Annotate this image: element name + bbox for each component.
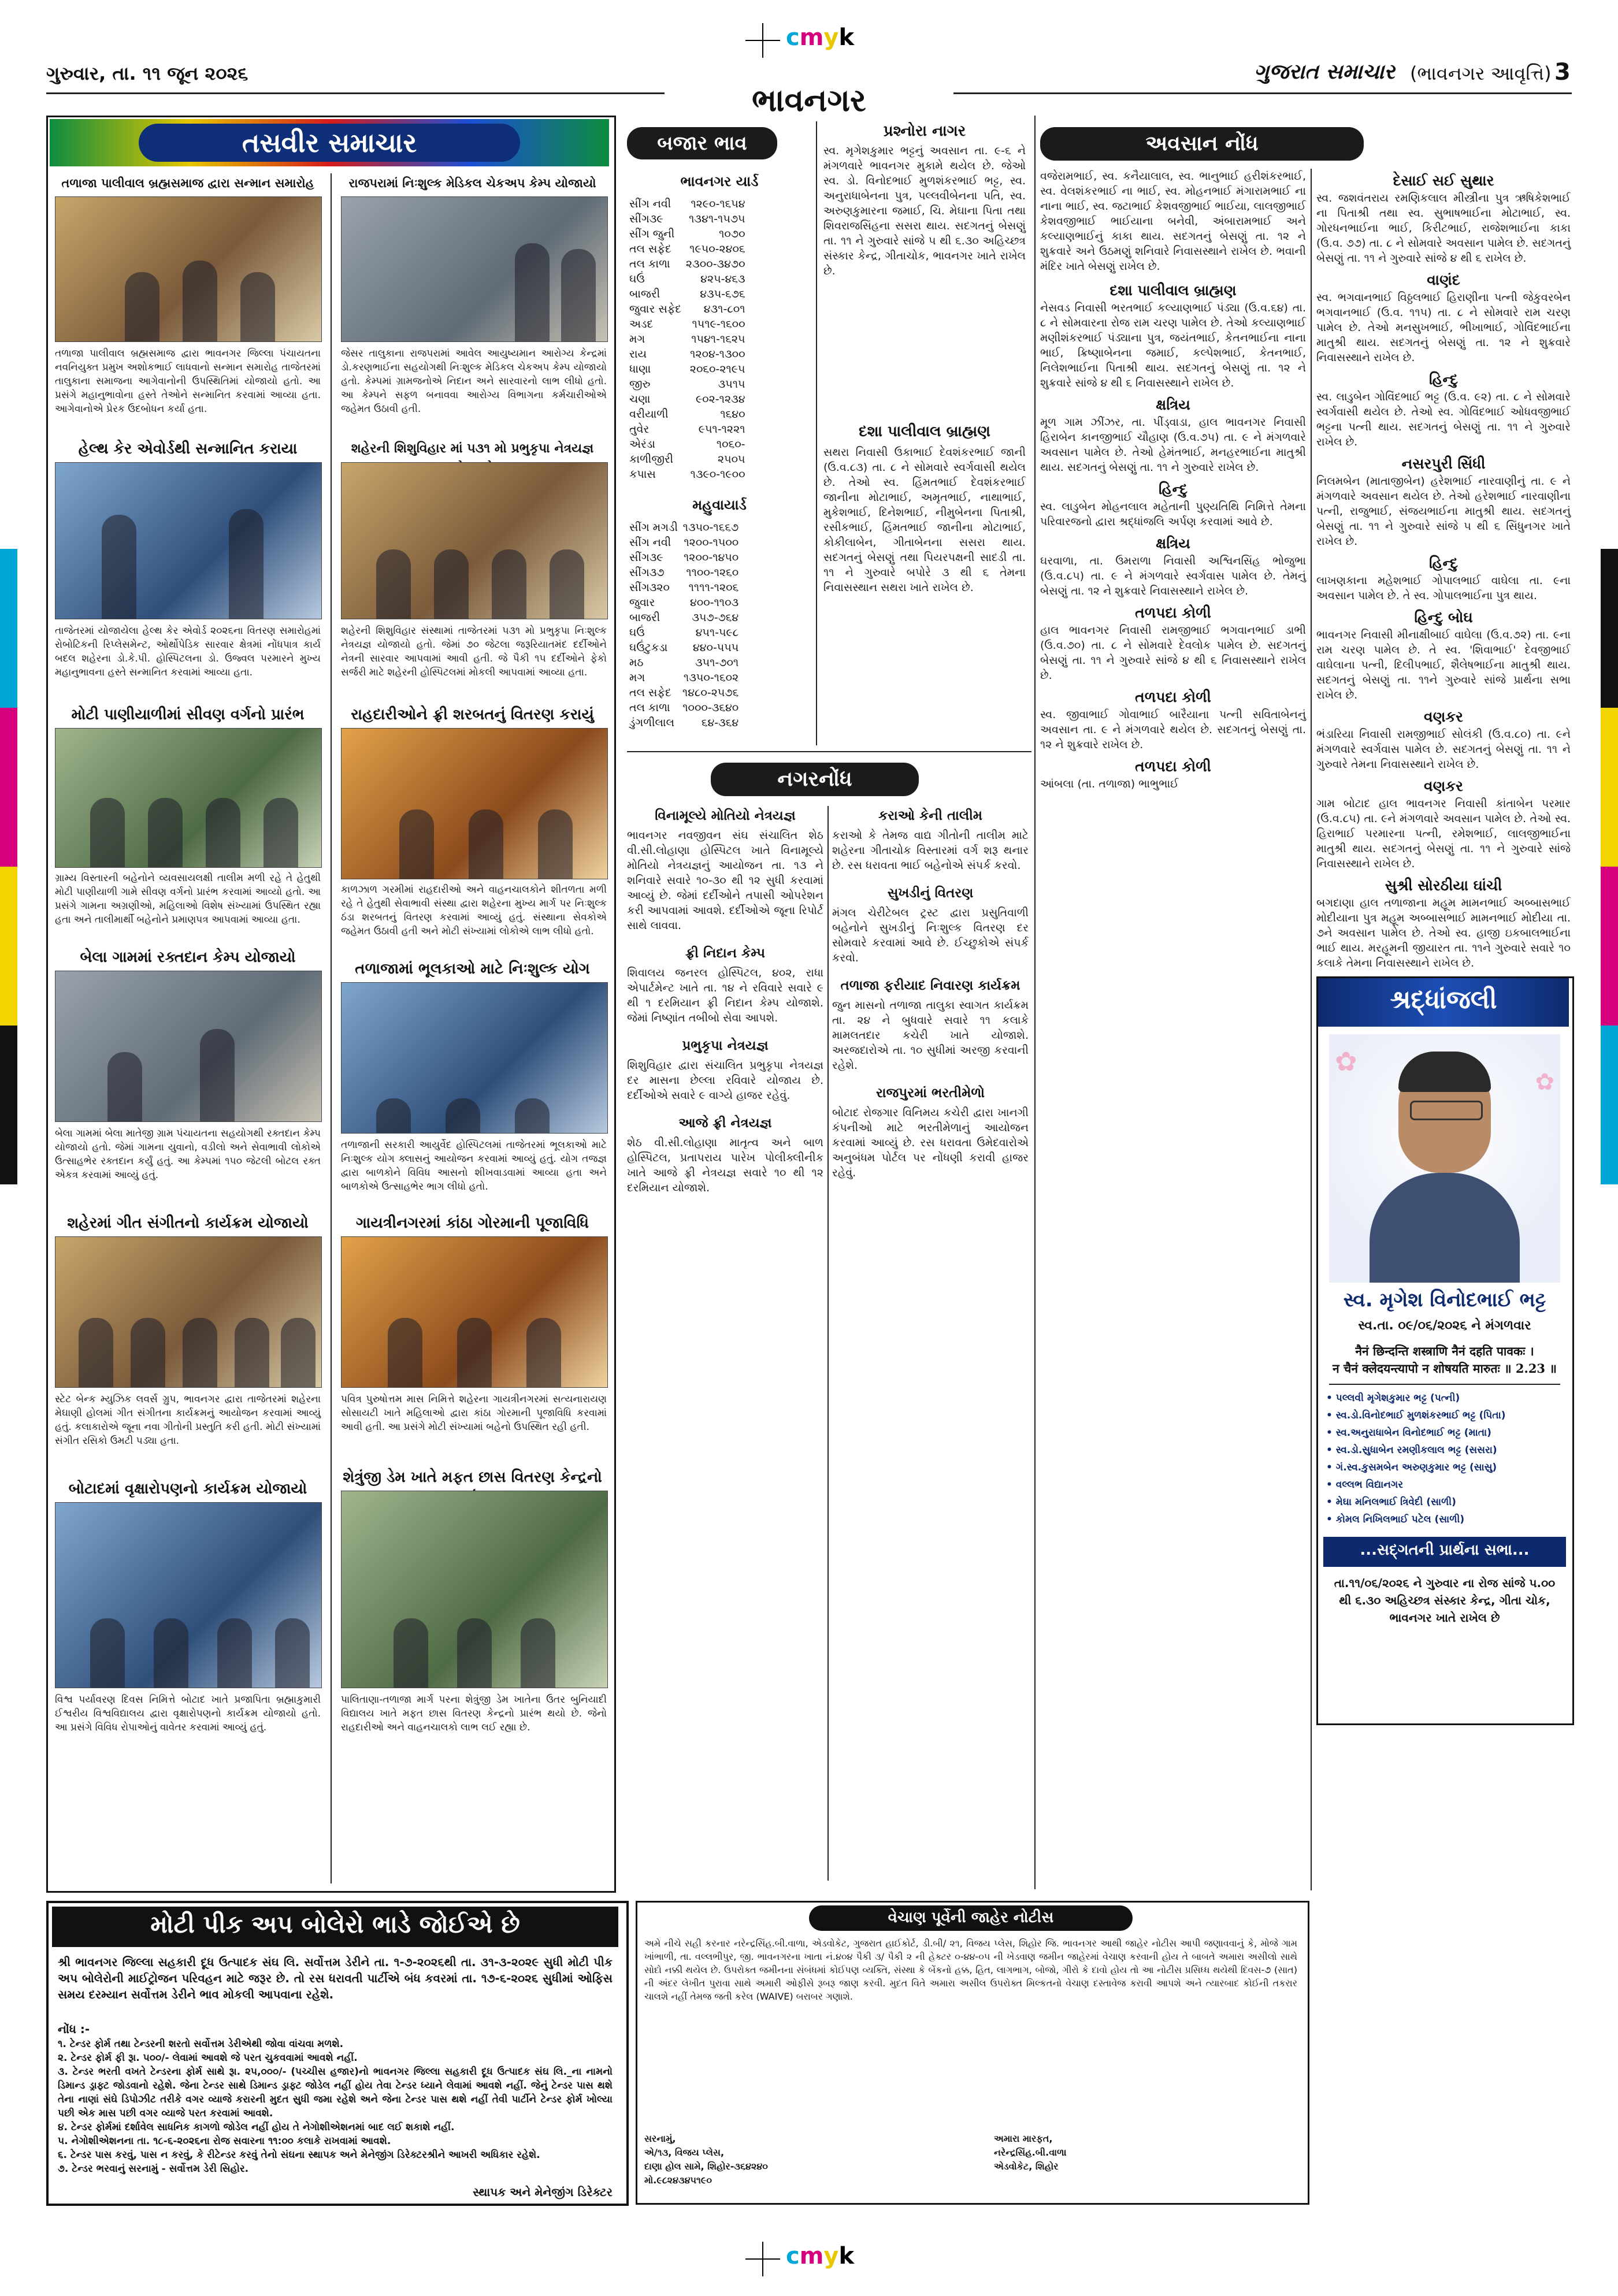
portrait-glasses bbox=[1410, 1101, 1483, 1120]
nagar-item-text: શિશુવિહાર દ્વારા સંચાલિત પ્રભુકૃપા નેત્રયજ્ઞ દર માસના છેલ્લા રવિવારે યોજાય છે. દર્દીઓએ સવારે ૯ વાગ્યે હાજર રહેવું. bbox=[627, 1059, 823, 1102]
photo-music-program bbox=[55, 1236, 322, 1388]
nagar-item-text: જુન માસનો તળાજા તાલુકા સ્વાગત કાર્યક્રમ તા. ૨૪ ને બુધવારે સવારે ૧૧ કલાકે મામલતદાર કચેરી ખાતે યોજાશે. અરજદારોએ તા. ૧૦ સુધીમાં અરજી કરવાની રહેશે. bbox=[832, 999, 1029, 1072]
tender-note: ૧. ટેન્ડર ફોર્મ તથા ટેન્ડરની શરતો સર્વોત્તમ ડેરીએથી જોવા વાંચવા મળશે. bbox=[58, 2038, 344, 2050]
photo-news-caption: શહેરની શિશુવિહાર સંસ્થામાં તાજેતરમાં ૫૩૧ મો પ્રભુકૃપા નિઃશુલ્ક નેત્રયજ્ઞ યોજાયો હતો. જેમાં ૭૦ જેટલા જરૂરિયાતમંદ દર્દીઓને નેત્રની સારવાર આપવામાં આવી હતી. જે પૈકી ૧૫ દર્દીઓને ફેકો સર્જરી માટે શહેરની હોસ્પિટલમાં મોકલી આપવામાં આવ્યા હતા. bbox=[341, 625, 607, 678]
market-rate-row bbox=[627, 595, 741, 610]
tender-note: ૭. ટેન્ડર ભરવાનું સરનામું - સર્વોત્તમ ડેરી સિહોર. bbox=[58, 2163, 249, 2175]
nagar-col-right bbox=[832, 806, 1029, 1881]
photo-eye-camp bbox=[341, 462, 608, 619]
market-rate-row bbox=[627, 392, 748, 407]
tender-headline: મોટી પીક અપ બોલેરો ભાડે જોઈએ છે bbox=[150, 1910, 520, 1938]
commodity-price: ૧૨૦૪-૧૩૦૦ bbox=[690, 348, 745, 361]
obituary-text: ગામ બોટાદ હાલ ભાવનગર નિવાસી કાંતાબેન પરમાર (ઉ.વ.૮૫) તા. ૯ને મંગળવારે અવસાન પામેલ છે. તેઓ સ્વ. હિરાભાઈ પરમારના પત્ની, રમેશભાઈ, લાલજીભાઈના માતુશ્રી થાય. સદગતનું બેસણું તા. ૧૧ ને ગુરુવારે સાંજે નિવાસસ્થાને રાખેલ છે. bbox=[1316, 797, 1571, 870]
obituary-community-heading: હિન્દુ બોઘ bbox=[1414, 609, 1473, 626]
tribute-family-member: • સ્વ.ડો.સુધાબેન રમણીકલાલ ભટ્ટ (સસરા) bbox=[1326, 1444, 1497, 1456]
photo-puja bbox=[341, 1236, 608, 1388]
notice-signature-line: એ/૧૩, વિજય પ્લેસ, bbox=[644, 2147, 725, 2158]
registration-mark-bottom bbox=[745, 2242, 780, 2276]
obituary-text: ભાવનગર નિવાસી મીનાક્ષીબાઈ વાઘેલા (ઉ.વ.૭૨) તા. ૯ના રામ ચરણ પામેલ છે. તે સ્વ. 'શિવાભાઈ' દેવજીભાઈ વાઘેલાના પત્ની, દિલીપભાઈ, શૈલેષભાઈના માતુશ્રી થાય. સદગતનું બેસણું તા. ૧૧ને ગુરુવારે સાંજે પ્રાર્થના સભા રાખેલ છે. bbox=[1316, 629, 1571, 701]
obituary-text: સ્વ. જશવંતરાય રમણિકલાલ મીસ્ત્રીના પુત્ર ઋષિકેશભાઈ ના પિતાશ્રી તથા સ્વ. સુભાષભાઈના મોટાભાઈ, સ્વ. ગોરધનભાઈના ભાઈ, કિરીટભાઈ, રાજેશભાઈના કાકા (ઉ.વ. ૭૭) તા. ૮ ને સોમવારે અવસાન પામેલ છે. સદગતનું બેસણું તા. ૧૧ ને ગુરુવારે સાંજે ૪ થી ૬ રાખેલ છે. bbox=[1316, 192, 1571, 265]
obituary-community-heading: તળપદા કોળી bbox=[1135, 758, 1211, 775]
commodity-name: સીંગ મગડી bbox=[629, 521, 678, 534]
commodity-name: રાય bbox=[629, 348, 647, 361]
commodity-name: સીંગ નવી bbox=[629, 536, 671, 549]
market-rate-row bbox=[627, 407, 748, 422]
obituary-community-heading: તળપદા કોળી bbox=[1135, 689, 1211, 705]
commodity-price: ૧૪૮૦-૨૫૭૬ bbox=[682, 686, 739, 699]
nagar-item-text: ભાવનગર નવજીવન સંઘ સંચાલિત શેઠ વી.સી.લોહાણા હોસ્પિટલ ખાતે વિનામૂલ્યે મોતિયો નેત્રયજ્ઞનું આયોજન તા. ૧૩ ને શનિવારે સવારે ૧૦-૩૦ થી ૧૨ સુધી કરવામાં આવ્યું છે. જેમાં દર્દીઓને તપાસી ઓપરેશન કરી આપવામાં આવશે. દર્દીઓએ જૂના રિપોર્ટ સાથે લાવવા. bbox=[627, 829, 823, 932]
commodity-price: ૧૦૭૦ bbox=[719, 228, 745, 240]
nagar-item-text: કરાઓ કે તેમજ વાદ્ય ગીતોની તાલીમ માટે શહેરના ગીતાચોક વિસ્તારમાં વર્ગ શરૂ થનાર છે. રસ ધરાવતા ભાઈ બહેનોએ સંપર્ક કરવો. bbox=[832, 829, 1029, 872]
market-rate-row bbox=[627, 550, 741, 565]
notice-signature-line: મો.૯૮૨૪૩૪૫૧૯૦ bbox=[644, 2175, 712, 2186]
market-rate-row bbox=[627, 211, 748, 226]
nagar-divider bbox=[827, 806, 829, 1881]
commodity-price: ૧૨૦૦-૧૪૫૦ bbox=[684, 551, 739, 564]
market-rate-row bbox=[627, 377, 748, 392]
prashora-text: સ્વ. મૃગેશકુમાર ભટ્ટનું અવસાન તા. ૯-૬ ને મંગળવારે ભાવનગર મુકામે થયેલ છે. જેઓ સ્વ. ડો. વિનોદભાઈ મુળશંકરભાઈ ભટ્ટ, સ્વ. અનુરાધાબેનના પુત્ર, પલ્લવીબેનના પતિ, સ્વ. અરુણકુમારના જમાઈ, ચિ. મેઘાના પિતા તથા શિવરાજસિંહના સસરા થાય. સદગતનું બેસણું તા. ૧૧ ને ગુરુવારે સાંજે ૫ થી ૬.૩૦ અહિચ્છત્ર સંસ્કાર કેન્દ્ર, ગીતાચોક, ભાવનગર ખાતે રાખેલ છે. bbox=[823, 144, 1026, 277]
commodity-price: ૨૩૦૦-૩૪૭૦ bbox=[685, 258, 745, 270]
commodity-price: ૨૦૬૦-૨૧૯૫ bbox=[689, 363, 745, 376]
photo-news-headline: તળાજા પાલીવાલ બ્રહ્મસમાજ દ્વારા સન્માન સમારોહ bbox=[61, 176, 314, 190]
cmyk-mark-bottom: cmyk bbox=[786, 2243, 855, 2269]
obituary-text: હાલ ભાવનગર નિવાસી રામજીભાઈ ભગવાનભાઈ ડાભી (ઉ.વ.૭૦) તા. ૮ ને સોમવારે દેવલોક પામેલ છે. સદગતનું બેસણું તા. ૧૧ ને ગુરુવારે સાંજે ૪ થી ૬ નિવાસસ્થાને રાખેલ છે. bbox=[1040, 624, 1306, 682]
nagar-col-left bbox=[627, 806, 823, 1881]
market-rate-row bbox=[627, 670, 741, 685]
page-number: 3 bbox=[1554, 59, 1571, 86]
tribute-date: સ્વ.તા. ૦૯/૦૬/૨૦૨૬ ને મંગળવાર bbox=[1358, 1318, 1531, 1333]
notice-signature-line: અમારા મારફત, bbox=[994, 2133, 1053, 2144]
nagar-item-text: બોટાદ રોજગાર વિનિમય કચેરી દ્વારા ખાનગી કંપનીઓ માટે ભરતીમેળાનું આયોજન કરવામાં આવ્યું છે. રસ ધરાવતા ઉમેદવારોએ અનુબંધમ પોર્ટલ પર નોંધણી કરાવી હાજર રહેવું. bbox=[832, 1106, 1029, 1179]
masthead: ગુજરાત સમાચાર bbox=[1254, 60, 1395, 84]
market-rate-row bbox=[627, 196, 748, 211]
photo-news-caption: ગ્રામ્ય વિસ્તારની બહેનોને વ્યવસાયલક્ષી તાલીમ મળી રહે તે હેતુથી મોટી પાણીયાળી ગામે સીવણ વર્ગનો પ્રારંભ કરવામાં આવ્યો હતો. આ પ્રસંગે ગામના અગ્રણીઓ, મહિલાઓ વિશેષ સંખ્યામાં ઉપસ્થિત રહ્યા હતા અને તાલીમાર્થી બહેનોને પ્રમાણપત્ર આપવામાં આવ્યા હતા. bbox=[55, 872, 321, 926]
market-table-mahuva bbox=[627, 520, 812, 730]
obituary-community-heading: હિન્દુ bbox=[1429, 555, 1458, 571]
tender-notes bbox=[58, 2037, 613, 2176]
nagar-nondh-rule bbox=[627, 751, 1031, 752]
photo-sanman bbox=[55, 196, 322, 342]
dasha-text: સથરા નિવાસી ઉકાભાઈ દેવશંકરભાઈ જાની (ઉ.વ.૮૩) તા. ૮ ને સોમવારે સ્વર્ગવાસી થયેલ છે. તેઓ સ્વ. હિંમતભાઈ દેવશંકરભાઈ જાનીના મોટાભાઈ, અમૃતભાઈ, નાથાભાઈ, મુકેશભાઈ, દિનેશભાઈ, નીમુબેનના પિતાશ્રી, રસીકભાઈ, હિંમતભાઈ જાનીના મોટાભાઈ, કોકીલાબેન, ગીતાબેનના સસરા થાય. સદગતનું બેસણું તથા પિયરપક્ષની સાદડી તા. ૧૧ ને ગુરુવારે બપોરે ૩ થી ૬ તેમના નિવાસસ્થાન સથરા ખાતે રાખેલ છે. bbox=[823, 446, 1026, 594]
photo-news-caption: તળાજાની સરકારી આયુર્વેદ હોસ્પિટલમાં તાજેતરમાં ભૂલકાઓ માટે નિઃશુલ્ક યોગ ક્લાસનું આયોજન કરવામાં આવ્યું હતું. યોગ તજજ્ઞ દ્વારા બાળકોને વિવિધ આસનો શીખવાડવામાં આવ્યા હતા અને બાળકોએ ઉત્સાહભેર ભાગ લીધો હતો. bbox=[341, 1139, 607, 1192]
commodity-price: ૪૩૫-૬૭૬ bbox=[700, 288, 745, 300]
commodity-name: જુવાર સફેદ bbox=[629, 303, 681, 315]
market-rate-row bbox=[627, 565, 741, 580]
nagar-item-heading: આજે ફ્રી નેત્રયજ્ઞ bbox=[678, 1116, 772, 1131]
commodity-name: ધાણા bbox=[629, 363, 651, 376]
commodity-name: સીંગ૩૨૦ bbox=[629, 581, 670, 594]
commodity-price: ૪૫૧-૫૯૮ bbox=[695, 626, 739, 639]
commodity-name: તલ કાળા bbox=[629, 258, 670, 270]
photo-news-caption: બેલા ગામમાં બેલા માતેજી ગ્રામ પંચાયતના સહયોગથી રક્તદાન કેમ્પ યોજાયો હતો. જેમાં ગામના યુવાનો, વડીલો અને સેવાભાવી લોકોએ ઉત્સાહભેર રક્તદાન કર્યું હતું. આ કેમ્પમાં ૧૫૦ જેટલી બોટલ રક્ત એકત્ર કરવામાં આવ્યું હતું. bbox=[55, 1128, 321, 1181]
commodity-name: ડુંગળીલાલ bbox=[629, 716, 674, 729]
commodity-name: કાળીજીરી bbox=[629, 453, 674, 466]
obituary-text: સ્વ. ભગવાનભાઈ વિઠ્ઠલભાઈ હિરાણીના પત્ની જેકુવરબેન ભગવાનભાઈ (ઉ.વ. ૧૧૫) તા. ૮ ને સોમવારે રામ ચરણ પામેલ છે. તેઓ મનસુખભાઈ, ભીખાભાઈ, ગોવિંદભાઈના માતુશ્રી થાય. સદગતનું બેસણું તા. ૧૨ ને શુક્રવારે નિવાસસ્થાને રાખેલ છે. bbox=[1316, 291, 1571, 364]
commodity-price: ૧૫૧૯-૧૬૦૦ bbox=[692, 318, 745, 330]
tribute-rule bbox=[1329, 1384, 1560, 1385]
commodity-name: સીંગ નવી bbox=[629, 198, 671, 210]
commodity-price: ૧૧૦૦-૧૨૬૦ bbox=[686, 566, 739, 579]
market-rate-row bbox=[627, 302, 748, 317]
commodity-name: મઠ bbox=[629, 656, 644, 669]
market-rate-row bbox=[627, 700, 741, 715]
obituary-left-rule bbox=[1034, 116, 1036, 1889]
tender-note: ૫. નેગોશીએશનના તા. ૧૮-૬-૨૦૨૬ના રોજ સવારના ૧૧:૦૦ કલાકે રાખવામાં આવશે. bbox=[58, 2135, 391, 2147]
photo-news-title: તસવીર સમાચાર bbox=[242, 127, 417, 158]
commodity-name: મગ bbox=[629, 333, 645, 345]
market-rate-row bbox=[627, 317, 748, 332]
tribute-verse-2: न चैनं क्लेदयन्त्यापो न शोषयति मारुतः ॥ 2.23 ॥ bbox=[1333, 1361, 1557, 1376]
commodity-name: સીંગ૩૯ bbox=[629, 213, 663, 225]
notice-signature-line: એડવોકેટ, શિહોર bbox=[994, 2161, 1059, 2172]
market-rate-row bbox=[627, 332, 748, 347]
commodity-name: તલ સફેદ bbox=[629, 243, 671, 255]
photo-yoga-class bbox=[341, 982, 608, 1134]
commodity-name: મગ bbox=[629, 671, 645, 684]
obituary-text: સ્વ. લાડુબેન મોહનલાલ મહેતાની પુણ્યતિથિ નિમિત્તે તેમના પરિવારજનો દ્વારા શ્રદ્ધાંજલિ અર્પણ કરવામાં આવે છે. bbox=[1040, 500, 1306, 528]
commodity-name: જુવાર bbox=[629, 596, 655, 609]
commodity-price: ૧૨૯૦-૧૬૫૪ bbox=[691, 198, 745, 210]
commodity-name: બાજરી bbox=[629, 288, 660, 300]
obituary-text: સ્વ. લાડુબેન ગોવિંદભાઈ ભટ્ટ (ઉ.વ. ૯૨) તા. ૮ ને સોમવારે સ્વર્ગવાસી થયેલ છે. તેઓ સ્વ. ગોવિંદભાઈ ઓધવજીભાઈ ભટ્ટના પત્ની થાય. સદગતનું બેસણું તા. ૧૧ ને ગુરુવારે રાખેલ છે. bbox=[1316, 391, 1571, 448]
market-rate-row bbox=[627, 520, 741, 535]
tribute-family bbox=[1326, 1390, 1563, 1528]
notice-signatory bbox=[994, 2132, 1283, 2174]
obituary-community-heading: હિન્દુ bbox=[1429, 371, 1458, 388]
nagar-item-heading: પ્રભુકૃપા નેત્રયજ્ઞ bbox=[682, 1038, 769, 1053]
photo-news-headline: મોટી પાણીયાળીમાં સીવણ વર્ગનો પ્રારંભ bbox=[71, 706, 305, 723]
commodity-price: ૧૦૦૦-૩૬૪૦ bbox=[682, 701, 739, 714]
photo-tree-plantation bbox=[55, 1502, 322, 1688]
photo-news-caption: કાળઝાળ ગરમીમાં રાહદારીઓ અને વાહનચાલકોને શીતળતા મળી રહે તે હેતુથી સેવાભાવી સંસ્થા દ્વારા શહેરના મુખ્ય માર્ગ પર નિઃશુલ્ક ઠંડા શરબતનું વિતરણ કરવામાં આવ્યું હતું. સંસ્થાના સેવકોએ જહેમત ઉઠાવી હતી અને મોટી સંખ્યામાં લોકોએ લાભ લીધો હતો. bbox=[341, 884, 607, 937]
photo-news-caption: તાજેતરમાં યોજાયેલા હેલ્થ કેર એવોર્ડ ૨૦૨૬ના વિતરણ સમારોહમાં રોબોટિકની રિપ્લેસમેન્ટ, ઓર્થોપેડિક સારવાર ક્ષેત્રમાં નોંધપાત્ર કાર્ય બદલ શહેરના ડો.કે.પી. હોસ્પિટલના ડો. ઉજ્વલ પરમારને મુખ્ય મહાનુભાવના હસ્તે સન્માનિત કરવામાં આવ્યા હતા. bbox=[55, 625, 321, 678]
commodity-price: ૪૪૦-૫૫૫ bbox=[692, 641, 739, 654]
commodity-name: જીરુ bbox=[629, 378, 651, 391]
obituary-divider-1 bbox=[1311, 169, 1312, 1890]
market-title: બજાર ભાવ bbox=[627, 127, 777, 159]
prashora-heading: પ્રશ્નોરા નાગર bbox=[883, 122, 966, 140]
market-yard-bhavnagar: ભાવનગર યાર્ડ bbox=[680, 173, 759, 190]
photo-news-headline: શહેરમાં ગીત સંગીતનો કાર્યક્રમ યોજાયો bbox=[67, 1214, 309, 1232]
market-rate-row bbox=[627, 226, 748, 242]
portrait-hair bbox=[1398, 1052, 1491, 1092]
market-rate-row bbox=[627, 640, 741, 655]
commodity-price: ૪૦૦-૧૧૦૩ bbox=[689, 596, 739, 609]
photo-sewing-class bbox=[55, 728, 322, 868]
obituary-text: નિલમબેન (માતાજીબેન) હરેશભાઈ નારવાણીનું તા. ૯ ને મંગળવારે અવસાન થયેલ છે. તેઓ હરેશભાઈ નારવાણીના પત્ની, રાજુભાઈ, સંજયભાઈના માતુશ્રી થાય. સદગતનું બેસણું તા. ૧૧ ને ગુરુવારે સાંજે ૫ થી ૬ સિંધુનગર ખાતે રાખેલ છે. bbox=[1316, 475, 1571, 548]
section-title: ભાવનગર bbox=[665, 82, 953, 124]
tender-note-heading: નોંધ :- bbox=[58, 2022, 90, 2036]
obituary-community-heading: વણકર bbox=[1424, 778, 1463, 794]
flower-icon: ✿ bbox=[1535, 1069, 1554, 1095]
commodity-price: ૩૫૧-૭૦૧ bbox=[695, 656, 739, 669]
nagar-item-heading: ફ્રી નિદાન કેમ્પ bbox=[685, 946, 766, 961]
market-rate-row bbox=[627, 610, 741, 625]
photo-news-headline: રાહદારીઓને ફ્રી શરબતનું વિતરણ કરાયું bbox=[351, 706, 594, 723]
tribute-family-member: • કોમલ નિખિલભાઈ પટેલ (સાળી) bbox=[1326, 1514, 1465, 1525]
tribute-family-member: • સ્વ.અનુરાધાબેન વિનોદભાઈ ભટ્ટ (માતા) bbox=[1326, 1427, 1491, 1439]
nagar-item-text: મંગલ ચેરીટેબલ ટ્રસ્ટ દ્વારા પ્રસુતિવાળી બહેનોને સુખડીનું નિઃશુલ્ક વિતરણ દર સોમવારે કરવામાં આવે છે. ઈચ્છુકોએ સંપર્ક કરવો. bbox=[832, 906, 1029, 964]
commodity-price: ૩૫૧૫ bbox=[718, 378, 745, 391]
photo-sherbet bbox=[341, 728, 608, 879]
commodity-price: ૧૫૪૧-૧૬૨૫ bbox=[691, 333, 745, 345]
market-rate-row bbox=[627, 362, 748, 377]
commodity-name: ઘઉં bbox=[629, 626, 645, 639]
tribute-family-member: • મેઘા મનિલભાઈ ત્રિવેદી (સાળી) bbox=[1326, 1496, 1456, 1508]
nagar-nondh-title: નગરનોંધ bbox=[711, 763, 919, 796]
cmyk-mark-top: cmyk bbox=[786, 24, 855, 51]
nagar-item-heading: કરાઓ કેની તાલીમ bbox=[878, 808, 983, 823]
photo-health-award bbox=[55, 462, 322, 619]
obituary-community-heading: સુશ્રી સોરઠીયા ઘાંચી bbox=[1385, 877, 1502, 894]
nagar-item-heading: રાજપુરમાં ભરતીમેળો bbox=[875, 1086, 985, 1101]
commodity-price: ૯૦૨-૧૨૩૪ bbox=[695, 393, 745, 406]
obituary-text: આંબલા (તા. તળાજા) ભાભુભાઈ bbox=[1040, 778, 1179, 790]
photo-news-headline: ગાયત્રીનગરમાં કાંઠા ગોરમાની પૂજાવિધિ bbox=[356, 1214, 589, 1232]
tender-signature: સ્થાપક અને મેનેજીંગ ડિરેક્ટર bbox=[473, 2185, 613, 2199]
obituary-community-heading: હિન્દુ bbox=[1159, 481, 1187, 497]
notice-address bbox=[644, 2132, 933, 2187]
commodity-price: ૧૧૧૧-૧૨૦૬ bbox=[688, 581, 739, 594]
market-rate-row bbox=[627, 715, 741, 730]
commodity-price: ૧૬૪૦ bbox=[720, 408, 745, 421]
nagar-item-heading: વિનામૂલ્યે મોતિયો નેત્રયજ્ઞ bbox=[655, 808, 796, 823]
photo-news-headline: શહેરની શિશુવિહાર માં ૫૩૧ મો પ્રભુકૃપા નેત્રયજ્ઞ bbox=[351, 441, 594, 456]
portrait-shirt bbox=[1370, 1173, 1520, 1283]
commodity-name: સીંગ જુની bbox=[629, 228, 675, 240]
commodity-price: ૧૯૫૦-૨૪૦૬ bbox=[689, 243, 745, 255]
commodity-price: ૪૨૫-૪૬૩ bbox=[700, 273, 745, 285]
obituary-text: સ્વ. જીવાભાઈ ગોવાભાઈ બારૈયાના પત્ની સવિતાબેનનું અવસાન તા. ૯ ને મંગળવારે થયેલ છે. સદગતનું બેસણું તા. ૧૨ ને શુક્રવારે રાખેલ છે. bbox=[1040, 708, 1306, 751]
tribute-title: શ્રદ્ધાંજલી bbox=[1390, 985, 1497, 1015]
obituary-text: લાખણકાના મહેશભાઈ ગોપાલભાઈ વાઘેલા તા. ૯ના અવસાન પામેલ છે. તે સ્વ. ગોપાલભાઈના પુત્ર થાય. bbox=[1316, 574, 1571, 602]
photo-news-headline: બોટાદમાં વૃક્ષારોપણનો કાર્યક્રમ યોજાયો bbox=[68, 1480, 307, 1498]
dasha-heading: દશા પાલીવાલ બ્રાહ્મણ bbox=[859, 423, 990, 440]
commodity-price: ૧૨૦૦-૧૫૦૦ bbox=[684, 536, 739, 549]
commodity-price: ૧૩૫૦-૧૬૦૨ bbox=[683, 671, 739, 684]
obituary-col-3 bbox=[1316, 169, 1571, 978]
nagar-item-heading: સુખડીનું વિતરણ bbox=[887, 886, 974, 901]
photo-news-caption: પાલિતાણા-તળાજા માર્ગ પરના શેત્રુંજી ડેમ ખાતેના ઉતર બુનિયાદી વિદ્યાલય ખાતે મફત છાસ વિતરણ કેન્દ્રનો પ્રારંભ થયો છે. જેનો રાહદારીઓ અને વાહનચાલકો લાભ લઈ રહ્યા છે. bbox=[341, 1694, 607, 1733]
flower-icon: ✿ bbox=[1335, 1046, 1357, 1077]
commodity-name: વરીયાળી bbox=[629, 408, 669, 421]
market-rate-row bbox=[627, 685, 741, 700]
notice-signature-line: નરેન્દ્રસિંહ.બી.વાળા bbox=[994, 2147, 1067, 2158]
tribute-family-member: • ગં.સ્વ.કુસમબેન અરુણકુમાર ભટ્ટ (સાસુ) bbox=[1326, 1462, 1497, 1473]
commodity-name: તુવેર bbox=[629, 423, 650, 436]
photo-buttermilk bbox=[341, 1491, 608, 1688]
commodity-name: ઘઉંટુકડા bbox=[629, 641, 668, 654]
nagar-item-heading: તળાજા ફરીયાદ નિવારણ કાર્યક્રમ bbox=[840, 978, 1020, 993]
commodity-price: ૩૫૭-૭૬૪ bbox=[692, 611, 739, 624]
photo-news-headline: બેલા ગામમાં રક્તદાન કેમ્પ યોજાયો bbox=[80, 949, 296, 966]
obituary-text: વજેરામભાઈ, સ્વ. કનૈયાલાલ, સ્વ. ભાનુભાઈ હરીશંકરભાઈ, સ્વ. વેલશંકરભાઈ ના ભાઈ, સ્વ. મોહનભાઈ મંગારામભાઈ ના નાના ભાઈ, સ્વ. જટાભાઈ કેશવજીભાઈ ભાઈયા, લાલજીભાઈ કેશવજીભાઈ ભાઈયાના બનેવી, અંબારામભાઈ અને કલ્યાણભાઈનું કાકા થાય. સદગતનું બેસણું તા. ૧૨ ને શુક્રવારે અને ઉઠમણું શનિવારે નિવાસસ્થાને રાખેલ છે. ભવાની મંદિર ખાતે બેસણું રાખેલ છે. bbox=[1040, 170, 1306, 273]
edition-label: (ભાવનગર આવૃત્તિ) bbox=[1410, 62, 1552, 84]
commodity-name: બાજરી bbox=[629, 611, 660, 624]
registration-mark-top bbox=[745, 23, 780, 58]
tribute-family-member: • પલ્લવી મૃગેશકુમાર ભટ્ટ (પત્ની) bbox=[1326, 1392, 1460, 1404]
commodity-price: ૬૪-૩૬૪ bbox=[701, 716, 739, 729]
photo-news-headline: રાજપરામાં નિઃશુલ્ક મેડિકલ ચેકઅપ કેમ્પ યોજાયો bbox=[348, 176, 596, 190]
photo-news-caption: જેસર તાલુકાના રાજપરામાં આવેલ આયુષ્યમાન આરોગ્ય કેન્દ્રમાં ડો.કરણભાઈના સહયોગથી નિઃશુલ્ક મેડિકલ ચેકઅપ કેમ્પ યોજાયો હતો. કેમ્પમાં ગ્રામજનોએ નિદાન અને સારવારનો લાભ લીધો હતો. આ કેમ્પને સફળ બનાવવા આરોગ્ય વિભાગના કર્મચારીઓએ જહેમત ઉઠાવી હતી. bbox=[341, 348, 607, 415]
notice-title: વેચાણ પૂર્વેની જાહેર નોટીસ bbox=[888, 1909, 1054, 1926]
market-rate-row bbox=[627, 580, 741, 595]
market-rate-row bbox=[627, 272, 748, 287]
tribute-verse: नैनं छिन्दन्ति शस्त्राणि नैनं दहति पावकः । bbox=[1355, 1344, 1534, 1358]
tribute-name: સ્વ. મૃગેશ વિનોદભાઈ ભટ્ટ bbox=[1343, 1288, 1546, 1312]
obituary-text: નેસવડ નિવાસી ભરતભાઈ કલ્યાણભાઈ પંડ્યા (ઉ.વ.૬૪) તા. ૮ ને સોમવારના રોજ રામ ચરણ પામેલ છે. તેઓ કલ્યાણભાઈ મણીશંકરભાઈ પંડ્યાના પુત્ર, જયંતભાઈ, કેતનભાઈના નાના ભાઈ, ક્રિષ્ણાબેનના જમાઈ, કલ્પેશભાઈ, કેતનભાઈ, નિલેશભાઈના પિતાશ્રી થાય. સદગતનું બેસણું તા. ૧૨ ને શુક્રવારે સાંજે ૪ થી ૬ નિવાસસ્થાને રાખેલ છે. bbox=[1040, 302, 1306, 389]
market-rate-row bbox=[627, 287, 748, 302]
obituary-community-heading: તળપદા કોળી bbox=[1135, 604, 1211, 621]
photo-news-caption: સ્ટેટ બેન્ક મ્યુઝિક લવર્સ ગ્રુપ, ભાવનગર દ્વારા તાજેતરમાં શહેરના મેઘાણી હોલમાં ગીત સંગીતના કાર્યક્રમનું આયોજન કરવામાં આવ્યું હતું. કલાકારોએ જૂના નવા ગીતોની પ્રસ્તુતિ કરી હતી. મોટી સંખ્યામાં સંગીત રસિકો ઉમટી પડ્યા હતા. bbox=[55, 1394, 321, 1447]
obituary-title: અવસાન નોંધ bbox=[1040, 127, 1364, 161]
commodity-name: સીંગ૩૯ bbox=[629, 551, 663, 564]
notice-signature-line: સરનામું, bbox=[644, 2133, 676, 2144]
market-rate-row bbox=[627, 257, 748, 272]
market-rate-row bbox=[627, 625, 741, 640]
photo-news-headline: હેલ્થ કેર એવોર્ડથી સન્માનિત કરાયા bbox=[78, 440, 298, 458]
colour-bar-right bbox=[1601, 549, 1618, 1184]
photo-blood-camp bbox=[55, 971, 322, 1122]
obituary-community-heading: નસરપુરી સિંધી bbox=[1401, 455, 1486, 472]
prayer-heading: ...સદ્‌ગતની પ્રાર્થના સભા... bbox=[1360, 1541, 1530, 1559]
market-divider bbox=[816, 121, 817, 745]
market-table-bhavnagar bbox=[627, 196, 812, 482]
prayer-details: તા.૧૧/૦૬/૨૦૨૬ ને ગુરુવાર ના રોજ સાંજે ૫.૦૦ થી ૬.૩૦ અહિચ્છત્ર સંસ્કાર કેન્દ્ર, ગીતા ચોક, ભાવનગર ખાતે રાખેલ છે bbox=[1334, 1576, 1556, 1625]
photo-news-divider bbox=[331, 173, 332, 1883]
photo-news-caption: પવિત્ર પુરુષોત્તમ માસ નિમિત્તે શહેરના ગાયત્રીનગરમાં સત્યનારાયણ સોસાયટી ખાતે મહિલાઓ દ્વારા કાંઠા ગોરમાની પૂજાવિધિ કરવામાં આવી હતી. આ પ્રસંગે મોટી સંખ્યામાં બહેનો ઉપસ્થિત રહી હતી. bbox=[341, 1394, 607, 1433]
photo-medical-camp bbox=[341, 196, 608, 342]
commodity-name: તલ સફેદ bbox=[629, 686, 671, 699]
nagar-item-text: શિવાલય જનરલ હોસ્પિટલ, ૪૦૨, રાધા એપાર્ટમેન્ટ ખાતે તા. ૧૪ ને રવિવારે સવારે ૯ થી ૧ દરમિયાન ફ્રી નિદાન કેમ્પ યોજાશે. જેમાં નિષ્ણાંત તબીબો સેવા આપશે. bbox=[627, 967, 823, 1024]
market-rate-row bbox=[627, 467, 748, 482]
photo-news-caption: તળાજા પાલીવાલ બ્રહ્મસમાજ દ્વારા ભાવનગર જિલ્લા પંચાયતના નવનિયુક્ત પ્રમુખ અશોકભાઈ લાધવાનો સન્માન સમારોહ તાજેતરમાં તાલુકાના સમાજના આગેવાનોની ઉપસ્થિતિમાં યોજાયો હતો. આ પ્રસંગે મહાનુભાવોના હસ્તે તેઓને સન્માનિત કરવામાં આવ્યા હતા. આગેવાનોએ પ્રેરક ઉદબોધન કર્યા હતા. bbox=[55, 348, 321, 415]
market-rate-row bbox=[627, 535, 741, 550]
commodity-name: એરંડા bbox=[629, 438, 655, 451]
commodity-price: ૯૫૧-૧૨૨૧ bbox=[698, 423, 745, 436]
tribute-photo-frame bbox=[1329, 1034, 1560, 1283]
market-rate-row bbox=[627, 422, 748, 437]
notice-signature-line: દાણા હોલ સામે, શિહોર-૩૬૪૨૪૦ bbox=[644, 2161, 768, 2172]
commodity-price: ૧૦૬૦- bbox=[716, 438, 745, 451]
tribute-family-member: • વલ્લભ વિદ્યાનગર bbox=[1326, 1479, 1404, 1491]
obituary-text: મૂળ ગામ ઝીંઝર, તા. પીંડ્વાડા, હાલ ભાવનગર નિવાસી હિરાબેન કાનજીભાઈ ચૌહાણ (ઉ.વ.૭૫) તા. ૯ ને મંગળવારે અવસાન પામેલ છે. તેઓ હેમંતભાઈ, મનહરભાઈના માતુશ્રી થાય. સદગતનું બેસણું તા. ૧૧ ને ગુરુવારે રાખેલ છે. bbox=[1040, 416, 1306, 474]
commodity-name: સીંગ૩૭ bbox=[629, 566, 665, 579]
photo-news-headline: શેત્રુંજી ડેમ ખાતે મફત છાસ વિતરણ કેન્દ્રનો bbox=[343, 1469, 602, 1486]
obituary-community-heading: દેસાઈ સઈ સુથાર bbox=[1393, 172, 1494, 189]
tender-note: ૩. ટેન્ડર ભરતી વખતે ટેન્ડરના ફોર્મ સાથે રૂા. ૨૫,૦૦૦/- (પચ્ચીસ હજાર)નો ભાવનગર જિલ્લા સહકારી દૂધ ઉત્પાદક સંઘ લિ._ના નામનો ડિમાન્ડ ડ્રાફ્ટ જોડવાનો રહેશે. જેના ટેન્ડર સાથે ડિમાન્ડ ડ્રાફ્ટ જોડેલ નહીં હોય તેવા ટેન્ડર ધ્યાને લેવામાં આવશે નહીં. જેનું ટેન્ડર પાસ થશે તેના નાણાં સંઘે ડિપોઝીટ તરીકે વગર વ્યાજે કરારની મુદત સુધી જમા રહેશે અને જેના ટેન્ડર પાસ થશે નહીં તેવી પાર્ટીને ટેન્ડર ફોર્મ ખોલ્યા પછી એક માસ પછી વગર વ્યાજે પરત કરવામાં આવશે. bbox=[58, 2066, 613, 2119]
commodity-price: ૪૩૧-૮૦૧ bbox=[703, 303, 745, 315]
market-rate-row bbox=[627, 347, 748, 362]
commodity-name: તલ કાળા bbox=[629, 701, 670, 714]
commodity-price: ૧૩૪૧-૧૫૭૫ bbox=[689, 213, 745, 225]
photo-news-headline: તળાજામાં ભૂલકાઓ માટે નિઃશુલ્ક યોગ bbox=[355, 960, 590, 978]
market-rate-row bbox=[627, 452, 748, 467]
obituary-text: ઘરવાળા, તા. ઉમરાળા નિવાસી અશ્વિનસિંહ ભોજુભા (ઉ.વ.૮૫) તા. ૯ ને મંગળવારે સ્વર્ગવાસ પામેલ છે. તેમનું બેસણું તા. ૧૨ ને શુક્રવારે નિવાસસ્થાને રાખેલ છે. bbox=[1040, 555, 1306, 597]
obituary-text: બગદાણા હાલ તળાજાના મહૂમ મામનભાઈ અબ્બાસભાઈ મોદીયાના પુત્ર મહૂમ અબ્બાસભાઈ મામનભાઈ મોદીયા તા. ૭ને અવસાન પામેલ છે. તેઓ સ્વ. હાજી ઇકબાલભાઈના ભાઈ થાય. મરહૂમની જીયારત તા. ૧૧ને ગુરુવારે સવારે ૧૦ કલાકે તેમના નિવાસસ્થાને રાખેલ છે. bbox=[1316, 897, 1571, 969]
obituary-community-heading: દશા પાલીવાલ બ્રાહ્મણ bbox=[1109, 282, 1237, 299]
market-rate-row bbox=[627, 437, 748, 452]
colour-bar-left bbox=[0, 549, 17, 1184]
commodity-name: અડદ bbox=[629, 318, 654, 330]
commodity-name: ઘઉં bbox=[629, 273, 645, 285]
notice-body: અમે નીચે સહી કરનાર નરેન્દ્રસિંહ.બી.વાળા, એડવોકેટ, ગુજરાત હાઈકોર્ટ, ડી.બી/ ૨૧, વિજય પ્લેસ, શિહોર જિ. ભાવનગર આથી જાહેર નોટીસ આપી જણાવવાનું કે, મોજે ગામ ખાંભાળી, તા. વલ્લભીપુર, જી. ભાવનગરના ખાતા નં.૪૦૪ પૈકી ૩/ પૈકી ૨ ની હેક્ટર ૦-૪૪-૦૫ ની ખેડવાણ જમીન જાહેરમાં વેચાણ કરવાની હોય તે બાબતે અમારા અસીલો સાથે સોદો નક્કી થયેલ છે. ઉપરોક્ત જમીનના સંબંધમાં કોઈપણ વ્યક્તિ, સંસ્થા કે બેંકનો હક્ક, હિત, લાગભાગ, બોજો, ગીરો કે દાવો હોય તો આ નોટીસ પ્રસિધ્ધ થયેથી દિવસ-૭ (સાત) ની અંદર લેખીત પુરાવા સાથે અમારી ઓફીસે રૂબરૂ જાણ કરવી. મુદત વિતે અમારા અસીલ ઉપરોક્ત મિલ્કતનો વેચાણ દસ્તાવેજ કરાવી આપશે અને ત્યારબાદ કોઈની તકરાર ચાલશે નહીં તેમજ જતી કરેલ (WAIVE) બરાબર ગણાશે. bbox=[644, 1938, 1297, 2002]
tribute-family-member: • સ્વ.ડો.વિનોદભાઈ મુળશંકરભાઈ ભટ્ટ (પિતા) bbox=[1326, 1410, 1506, 1421]
photo-news-caption: વિશ્વ પર્યાવરણ દિવસ નિમિત્તે બોટાદ ખાતે પ્રજાપિતા બ્રહ્માકુમારી ઈશ્વરીય વિશ્વવિદ્યાલય દ્વારા વૃક્ષારોપણનો કાર્યક્રમ યોજાયો હતો. આ પ્રસંગે વિવિધ રોપાઓનું વાવેતર કરવામાં આવ્યું હતું. bbox=[55, 1694, 321, 1733]
obituary-community-heading: વણકર bbox=[1424, 708, 1463, 725]
commodity-price: ૨૫૦૫ bbox=[717, 453, 745, 466]
obituary-community-heading: ક્ષત્રિય bbox=[1156, 396, 1190, 413]
tender-intro: શ્રી ભાવનગર જિલ્લા સહકારી દૂધ ઉત્પાદક સંઘ લિ. સર્વોત્તમ ડેરીને તા. ૧-૭-૨૦૨૬થી તા. ૩૧-૩-૨૦૨૯ સુધી મોટી પીક અપ બોલેરોની માઈટ્રોજન પરિવહન માટે જરૂર છે. તો રસ ધરાવતી પાર્ટીએ બંધ કવરમાં તા. ૧૭-૬-૨૦૨૬ સુધીમાં ઓફિસ સમય દરમ્યાન સર્વોત્તમ ડેરીને ભાવ મોકલી આપવાના રહેશે. bbox=[58, 1955, 613, 2001]
market-rate-row bbox=[627, 655, 741, 670]
obituary-community-heading: વાણંદ bbox=[1427, 272, 1460, 288]
market-yard-mahuva: મહુવાયાર્ડ bbox=[692, 497, 747, 513]
obituary-community-heading: ક્ષત્રિય bbox=[1156, 535, 1190, 552]
nagar-item-text: શેઠ વી.સી.લોહાણા માતૃત્વ અને બાળ હોસ્પિટલ, પ્રતાપરાય પારેખ પોલીક્લીનીક ખાતે આજે ફ્રી નેત્રયજ્ઞ સવારે ૧૦ થી ૧૨ દરમિયાન યોજાશે. bbox=[627, 1136, 823, 1194]
obituary-text: ભંડારિયા નિવાસી રામજીભાઈ સોલંકી (ઉ.વ.૮૦) તા. ૯ને મંગળવારે સ્વર્ગવાસ પામેલ છે. સદગતનું બેસણું તા. ૧૧ ને ગુરુવારે તેમના નિવાસસ્થાને રાખેલ છે. bbox=[1316, 728, 1571, 771]
obituary-col-1 bbox=[1040, 169, 1306, 1890]
commodity-price: ૧૩૯૦-૧૯૦૦ bbox=[690, 468, 745, 481]
commodity-name: ચણા bbox=[629, 393, 651, 406]
issue-date: ગુરુવાર, તા. ૧૧ જૂન ૨૦૨૬ bbox=[46, 62, 248, 84]
tender-note: ૪. ટેન્ડર ફોર્મમાં દર્શાવેલ સાધનિક કાગળો જોડેલ નહીં હોય તે નેગોશીએશનમાં બાદ લઈ શકાશે નહીં. bbox=[58, 2122, 455, 2133]
market-rate-row bbox=[627, 242, 748, 257]
commodity-price: ૧૩૫૦-૧૬૬૭ bbox=[682, 521, 739, 534]
tender-note: ૨. ટેન્ડર ફોર્મ ફી રૂા. ૫૦૦/- લેવામાં આવશે જે પરત ચુકવવામાં આવશે નહીં. bbox=[58, 2052, 358, 2064]
tender-note: ૬. ટેન્ડર પાસ કરવું, પાસ ન કરવું, કે રીટેન્ડર કરવું તેનો સંઘના સ્થાપક અને મેનેજીંગ ડિરેક્ટરશ્રીને આખરી અધિકાર રહેશે. bbox=[58, 2149, 540, 2161]
commodity-name: કપાસ bbox=[629, 468, 656, 481]
